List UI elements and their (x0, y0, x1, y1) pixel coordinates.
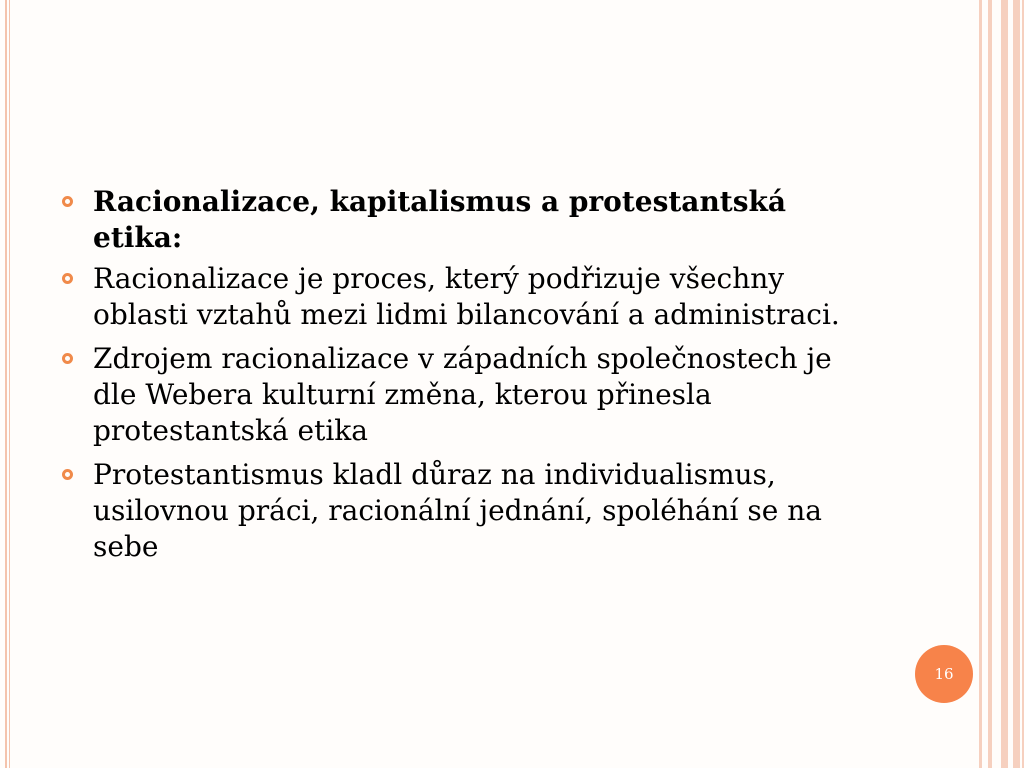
frame-band (1001, 0, 1008, 768)
bullet-text: Protestantismus kladl důraz na individualismus, usilovnou práci, racionální jednání, spoléhání se na sebe (93, 458, 822, 563)
page-number-badge (915, 645, 973, 703)
bullet-text: Racionalizace je proces, který podřizuje všechny oblasti vztahů mezi lidmi bilancování a administraci. (93, 262, 840, 331)
bullet-text: Zdrojem racionalizace v západních společnostech je dle Webera kulturní změna, kterou přinesla protestantská etika (93, 342, 832, 447)
bullet-ring-icon (62, 196, 73, 207)
bullet-item (62, 341, 882, 449)
frame-line (5, 0, 7, 768)
slide-content (62, 184, 882, 573)
page-number: 16 (934, 665, 954, 683)
bullet-ring-icon (62, 353, 73, 364)
bullet-ring-icon (62, 273, 73, 284)
bullet-text: Racionalizace, kapitalismus a protestantská etika: (93, 185, 787, 254)
bullet-item (62, 457, 882, 565)
frame-band (988, 0, 992, 768)
bullet-item (62, 184, 882, 256)
frame-line (9, 0, 10, 768)
frame-band (1013, 0, 1020, 768)
frame-band (979, 0, 982, 768)
bullet-item (62, 261, 882, 333)
bullet-ring-icon (62, 469, 73, 480)
